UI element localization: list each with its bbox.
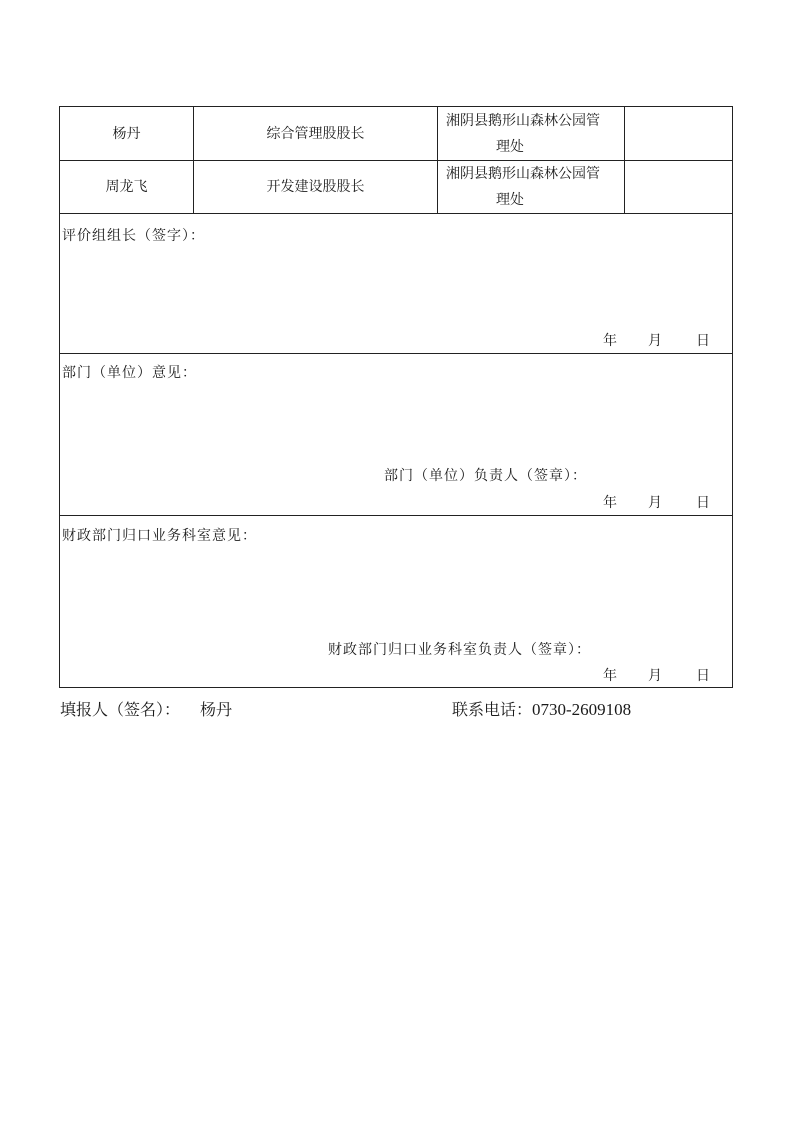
phone-line bbox=[452, 697, 631, 720]
member-org-line2: 理处 bbox=[496, 138, 524, 155]
member-org-line1: 湘阴县鹅形山森林公园管 bbox=[446, 112, 600, 129]
leader-signature-section bbox=[60, 214, 732, 354]
evaluation-table bbox=[59, 106, 733, 688]
finance-signer-label: 财政部门归口业务科室负责人（签章）： bbox=[328, 642, 591, 658]
member-org-line2: 理处 bbox=[496, 192, 524, 208]
dept-signer-label: 部门（单位）负责人（签章）： bbox=[384, 468, 587, 484]
member-position: 综合管理股股长 bbox=[266, 125, 365, 142]
phone-value: 0730-2609108 bbox=[532, 700, 632, 719]
dept-opinion-title: 部门（单位）意见： bbox=[62, 365, 197, 381]
member-org-line1: 湘阴县鹅形山森林公园管 bbox=[446, 166, 600, 182]
filler-name: 杨丹 bbox=[200, 700, 233, 719]
member-position-cell bbox=[194, 107, 438, 160]
dept-date-year: 年 bbox=[603, 495, 617, 511]
member-name-cell bbox=[60, 161, 194, 213]
finance-opinion-title: 财政部门归口业务科室意见： bbox=[62, 528, 257, 544]
finance-opinion-section bbox=[60, 516, 732, 687]
filler-line bbox=[60, 697, 232, 720]
member-org-cell bbox=[438, 107, 625, 160]
finance-date-day: 日 bbox=[696, 668, 710, 684]
phone-label: 联系电话： bbox=[452, 700, 533, 719]
member-org-cell bbox=[438, 161, 625, 213]
member-extra-cell bbox=[625, 107, 732, 160]
dept-date-month: 月 bbox=[648, 495, 662, 511]
finance-date-year: 年 bbox=[603, 668, 617, 684]
leader-date-month: 月 bbox=[648, 333, 662, 349]
leader-date-year: 年 bbox=[603, 333, 617, 349]
member-name: 杨丹 bbox=[112, 125, 141, 142]
member-extra-cell bbox=[625, 161, 732, 213]
member-row bbox=[60, 161, 732, 214]
dept-opinion-section bbox=[60, 354, 732, 516]
filler-label: 填报人（签名）： bbox=[60, 700, 181, 719]
member-name-cell bbox=[60, 107, 194, 160]
member-row bbox=[60, 107, 732, 161]
leader-signature-title: 评价组组长（签字）： bbox=[62, 228, 205, 244]
finance-date-month: 月 bbox=[648, 668, 662, 684]
member-position: 开发建设股股长 bbox=[266, 179, 365, 195]
member-name: 周龙飞 bbox=[105, 179, 148, 195]
member-position-cell bbox=[194, 161, 438, 213]
leader-date-day: 日 bbox=[696, 333, 710, 349]
dept-date-day: 日 bbox=[696, 495, 710, 511]
